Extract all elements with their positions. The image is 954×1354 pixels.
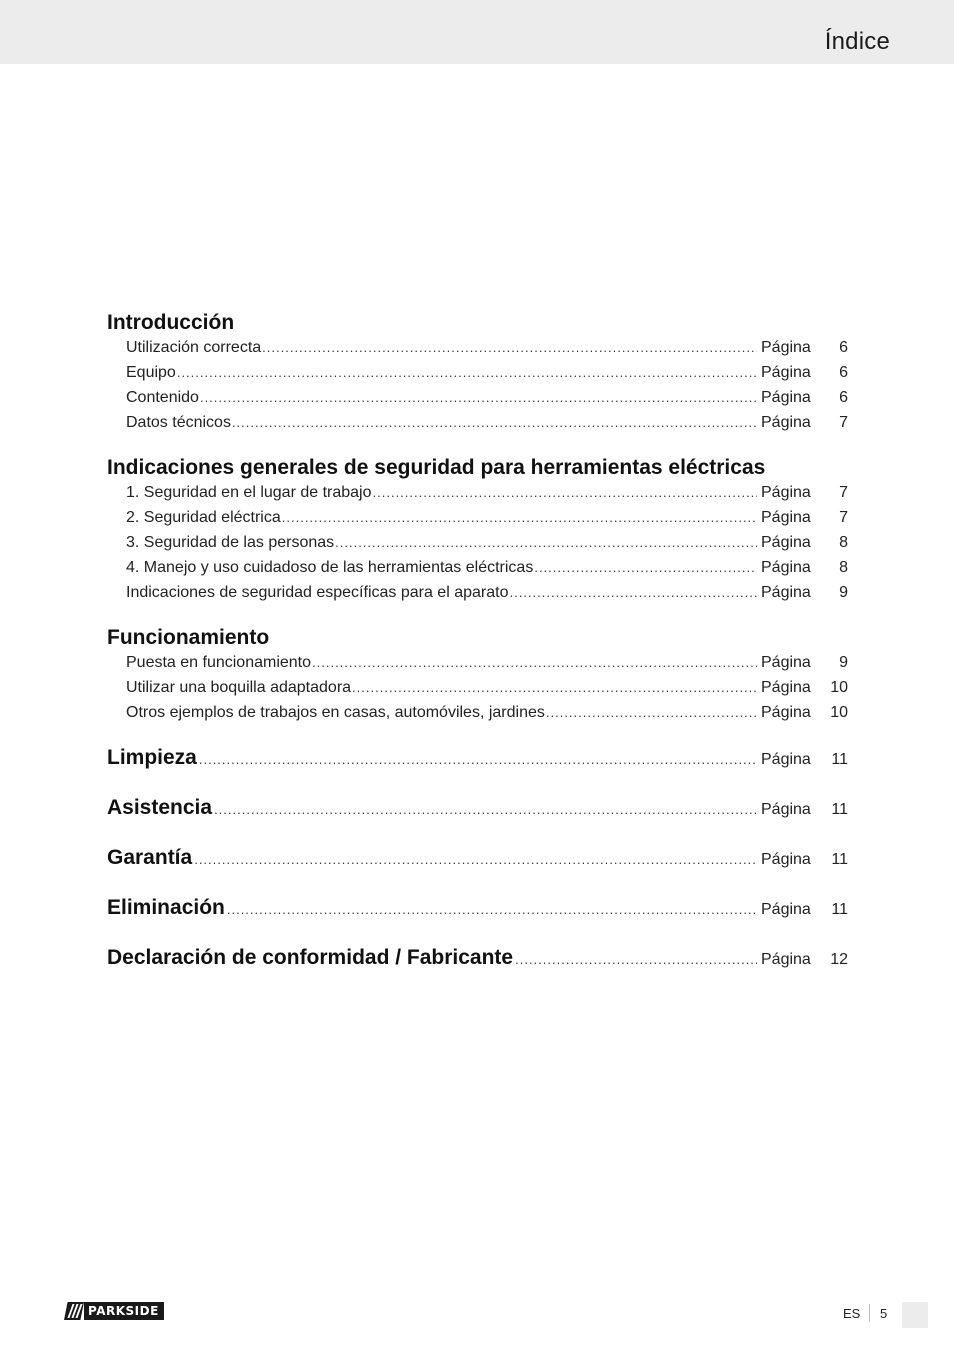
page-number: 11 [831,901,848,918]
toc-entry-declaracion[interactable] [107,935,848,985]
toc-entry[interactable] [107,360,848,385]
page-number: 8 [839,534,848,551]
dot-leader [262,335,757,360]
page-number: 11 [831,801,848,818]
footer-divider [869,1304,870,1322]
toc-entry[interactable] [107,410,848,435]
page-number: 7 [839,484,848,501]
page-number: 6 [839,389,848,406]
dot-leader [534,555,757,580]
section-title: Limpieza [107,746,197,769]
entry-label: Puesta en funcionamiento [126,654,312,671]
page-number: 8 [839,559,848,576]
page-number-footer: 5 [880,1306,888,1321]
entry-label: Otros ejemplos de trabajos en casas, automóviles, jardines [126,704,545,721]
entry-label: 1. Seguridad en el lugar de trabajo [126,484,372,501]
section-title: Indicaciones generales de seguridad para herramientas eléctricas [107,456,766,479]
dot-leader [177,360,757,385]
toc-entry-limpieza[interactable] [107,735,848,785]
toc-section-funcionamiento [107,625,848,725]
toc-entry-garantia[interactable] [107,835,848,885]
toc-entry[interactable] [107,505,848,530]
page-label: Página [761,339,811,356]
page-label: Página [761,509,811,526]
dot-leader [227,885,757,935]
dot-leader [232,410,757,435]
page-label: Página [761,951,811,968]
dot-leader [282,505,757,530]
page-label: Página [761,584,811,601]
entry-label: 2. Seguridad eléctrica [126,509,281,526]
page-number: 10 [830,704,848,721]
page-label: Página [761,559,811,576]
page-title: Índice [824,28,890,55]
dot-leader [515,935,757,985]
section-title: Eliminación [107,896,225,919]
page-number: 7 [839,414,848,431]
page-number: 6 [839,339,848,356]
entry-label: Indicaciones de seguridad específicas para el aparato [126,584,509,601]
entry-label: Utilización correcta [126,339,262,356]
page-number: 12 [830,951,848,968]
toc-entry[interactable] [107,480,848,505]
dot-leader [373,480,757,505]
page-label: Página [761,751,811,768]
table-of-contents [107,310,848,985]
toc-entry[interactable] [107,580,848,605]
page-number: 6 [839,364,848,381]
page-number: 11 [831,851,848,868]
toc-entry[interactable] [107,335,848,360]
page-label: Página [761,389,811,406]
header-band [0,0,954,64]
dot-leader [546,700,757,725]
entry-label: 3. Seguridad de las personas [126,534,335,551]
entry-label: Datos técnicos [126,414,231,431]
toc-section-introduccion [107,310,848,435]
page-number: 11 [831,751,848,768]
page-label: Página [761,851,811,868]
dot-leader [335,530,757,555]
page-number: 10 [830,679,848,696]
parkside-logo [64,1302,176,1320]
dot-leader [194,835,757,885]
dot-leader [509,580,757,605]
entry-label: Utilizar una boquilla adaptadora [126,679,352,696]
section-title: Declaración de conformidad / Fabricante [107,946,514,969]
page-label: Página [761,534,811,551]
toc-entry-asistencia[interactable] [107,785,848,835]
toc-entry[interactable] [107,675,848,700]
dot-leader [199,735,757,785]
toc-entry[interactable] [107,385,848,410]
page-label: Página [761,801,811,818]
footer-tab-marker [902,1302,928,1328]
entry-label: Contenido [126,389,199,406]
page-label: Página [761,654,811,671]
page-number: 7 [839,509,848,526]
toc-entry-eliminacion[interactable] [107,885,848,935]
section-title: Garantía [107,846,193,869]
logo-slashes-icon [64,1302,84,1320]
section-title: Introducción [107,311,235,334]
entry-label: 4. Manejo y uso cuidadoso de las herramientas eléctricas [126,559,534,576]
toc-entry[interactable] [107,530,848,555]
dot-leader [352,675,757,700]
dot-leader [312,650,757,675]
brand-name: PARKSIDE [84,1302,164,1320]
page-label: Página [761,901,811,918]
entry-label: Equipo [126,364,176,381]
page-label: Página [761,364,811,381]
section-title: Funcionamiento [107,626,270,649]
dot-leader [200,385,757,410]
toc-entry[interactable] [107,555,848,580]
page-number: 9 [839,584,848,601]
toc-section-seguridad [107,455,848,605]
page-label: Página [761,679,811,696]
page-label: Página [761,414,811,431]
toc-entry[interactable] [107,700,848,725]
toc-entry[interactable] [107,650,848,675]
page-label: Página [761,484,811,501]
page-label: Página [761,704,811,721]
section-title: Asistencia [107,796,213,819]
dot-leader [214,785,757,835]
language-code: ES [843,1306,861,1321]
page-number: 9 [839,654,848,671]
